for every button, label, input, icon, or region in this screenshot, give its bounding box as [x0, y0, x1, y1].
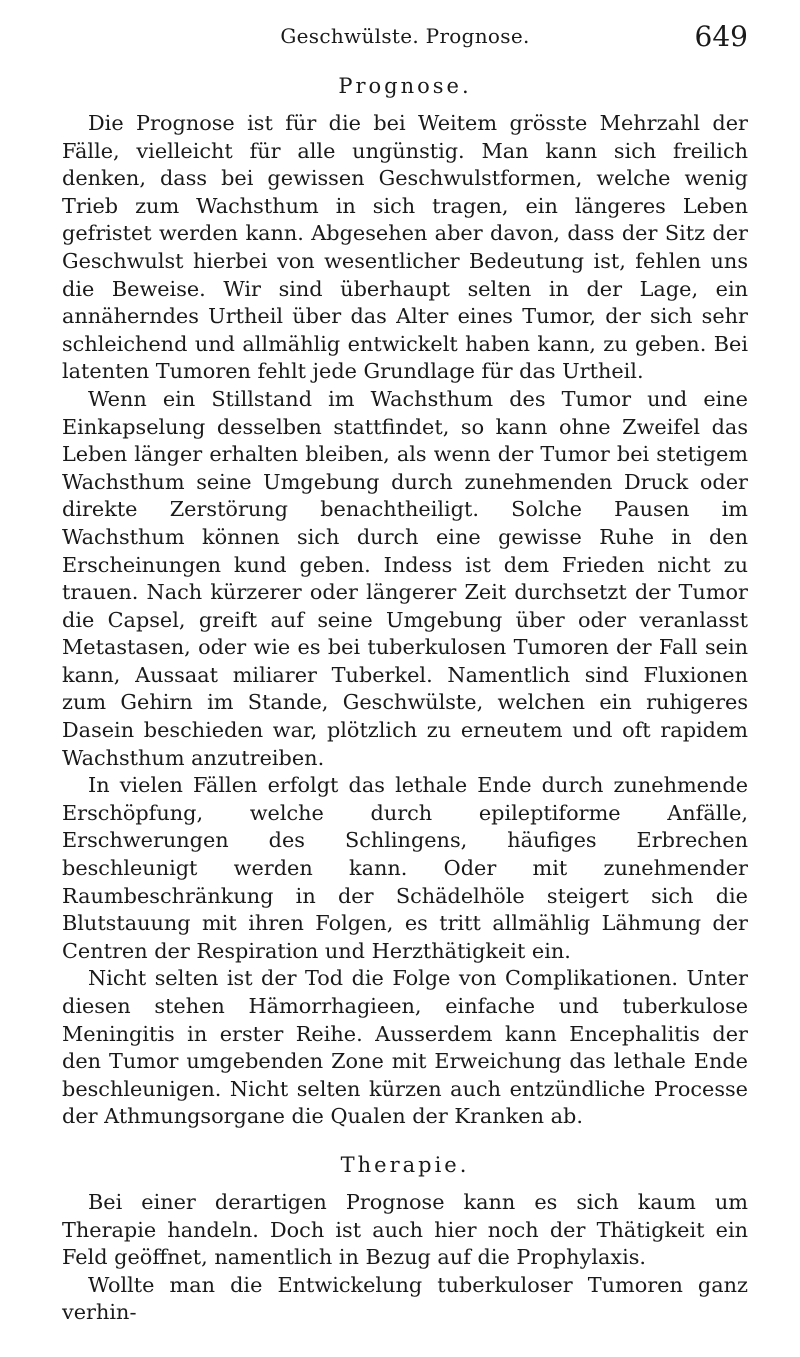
paragraph: In vielen Fällen erfolgt das lethale Ende durch zunehmende Erschöpfung, welche durch epileptiforme Anfälle, Erschwerungen des Schlingens, häufiges Erbrechen beschleunigt werden kann. Oder mit zunehmender Raumbeschränkung in der Schädelhöle steigert sich die Blutstauung mit ihren Folgen, es tritt allmählig Lähmung der Centren der Respiration und Herzthätigkeit ein.: [62, 773, 748, 963]
section-heading-prognose: Prognose.: [338, 74, 472, 98]
running-header: [62, 20, 748, 64]
paragraph: Wenn ein Stillstand im Wachsthum des Tumor und eine Einkapselung desselben stattfindet, so kann ohne Zweifel das Leben länger erhalten bleiben, als wenn der Tumor bei stetigem Wachsthum seine Umgebung durch zunehmenden Druck oder direkte Zerstörung benachtheiligt. Solche Pausen im Wachsthum können sich durch eine gewisse Ruhe in den Erscheinungen kund geben. Indess ist dem Frieden nicht zu trauen. Nach kürzerer oder längerer Zeit durchsetzt der Tumor die Capsel, greift auf seine Umgebung über oder veranlasst Metastasen, oder wie es bei tuberkulosen Tumoren der Fall sein kann, Aussaat miliarer Tuberkel. Namentlich sind Fluxionen zum Gehirn im Stande, Geschwülste, welchen ein ruhigeres Dasein beschieden war, plötzlich zu erneutem und oft rapidem Wachsthum anzutreiben.: [62, 386, 748, 770]
paragraph: Die Prognose ist für die bei Weitem grösste Mehrzahl der Fälle, vielleicht für alle ungünstig. Man kann sich freilich denken, dass bei gewissen Geschwulstformen, welche wenig Trieb zum Wachsthum in sich tragen, ein längeres Leben gefristet werden kann. Abgesehen aber davon, dass der Sitz der Geschwulst hierbei von wesentlicher Bedeutung ist, fehlen uns die Beweise. Wir sind überhaupt selten in der Lage, ein annäherndes Urtheil über das Alter eines Tumor, der sich sehr schleichend und allmählig entwickelt haben kann, zu geben. Bei latenten Tumoren fehlt jede Grundlage für das Urtheil.: [62, 111, 748, 384]
paragraph: Wollte man die Entwickelung tuberkuloser Tumoren ganz verhin-: [62, 1272, 748, 1325]
section-therapie: [62, 1153, 748, 1327]
paragraph: Bei einer derartigen Prognose kann es sich kaum um Therapie handeln. Doch ist auch hier noch der Thätigkeit ein Feld geöffnet, namentlich in Bezug auf die Prophylaxis.: [62, 1189, 748, 1270]
section-prognose: [62, 74, 748, 1131]
page-number: 649: [694, 20, 748, 53]
running-title: Geschwülste. Prognose.: [280, 24, 530, 48]
section-heading-therapie: Therapie.: [340, 1152, 470, 1177]
paragraph: Nicht selten ist der Tod die Folge von Complikationen. Unter diesen stehen Hämorrhagieen, einfache und tuberkulose Meningitis in erster Reihe. Ausserdem kann Encephalitis der den Tumor umgebenden Zone mit Erweichung das lethale Ende beschleunigen. Nicht selten kürzen auch entzündliche Processe der Athmungsorgane die Qualen der Kranken ab.: [62, 966, 748, 1129]
